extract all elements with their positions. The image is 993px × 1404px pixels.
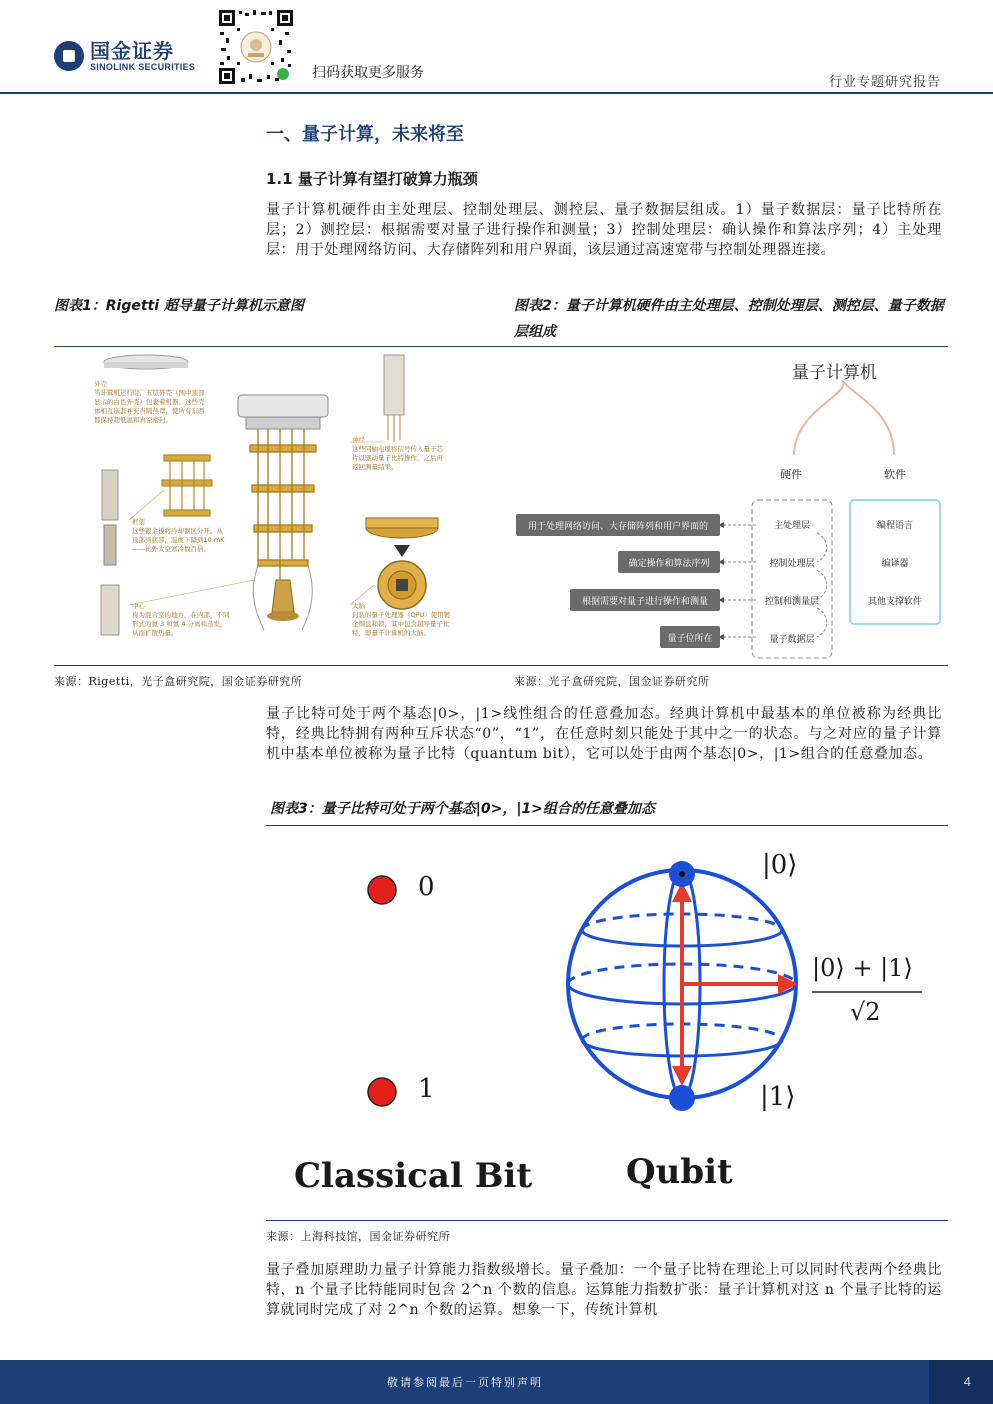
footer-disclaimer: 敬请参阅最后一页特别声明 — [387, 1376, 543, 1389]
annotation-shell-title: 外壳 — [94, 380, 107, 388]
footer-page-box — [929, 1360, 993, 1404]
figure1-source: 来源：Rigetti，光子盒研究院，国金证券研究所 — [54, 675, 303, 688]
report-type: 行业专题研究报告 — [828, 75, 941, 90]
figure3-bottom-rule — [266, 1220, 948, 1221]
figure-bottom-rule — [54, 665, 948, 666]
function-box-measure: 根据需要对量子进行操作和测量 — [570, 589, 720, 611]
software-compiler: 编译器 — [881, 559, 909, 569]
layer-main-processing: 主处理层 — [773, 521, 810, 531]
logo-en-text: SINOLINK SECURITIES — [90, 62, 196, 72]
superposition-denominator: √2 — [850, 998, 881, 1026]
annotation-wire-text: 这些同轴电缆将信号传入量子芯片以驱动量子比特操作，之后再返回测量结果。 — [352, 445, 443, 471]
function-box-control: 确定操作和算法序列 — [618, 551, 720, 573]
ket-zero-label: |0⟩ — [762, 850, 798, 880]
logo-mark-icon — [54, 41, 84, 71]
software-label: 软件 — [884, 468, 906, 481]
layer-quantum-data: 量子数据层 — [769, 635, 815, 645]
figure1-label: 图表1：Rigetti 超导量子计算机示意图 — [54, 298, 304, 314]
annotation-frame-title: 框架 — [132, 518, 145, 526]
annotation-frame — [132, 518, 228, 554]
page-number: 4 — [963, 1374, 971, 1389]
annotation-center-title: 中心 — [132, 602, 145, 610]
bit-one-dot — [368, 1078, 396, 1106]
header-divider — [0, 92, 993, 94]
ket-one-label: |1⟩ — [760, 1082, 796, 1112]
software-programming-language: 编程语言 — [876, 521, 913, 531]
bit-zero-label: 0 — [418, 872, 435, 902]
logo-cn-text: 国金证券 — [90, 39, 174, 63]
figure3-qubit-diagram — [266, 830, 946, 1216]
software-other: 其他支撑软件 — [867, 597, 922, 607]
hardware-tree-lines — [512, 350, 948, 662]
figure3-label: 图表3：量子比特可处于两个基态|0>，|1>组合的任意叠加态 — [270, 801, 655, 817]
annotation-brain — [352, 602, 452, 638]
figure-top-rule — [54, 346, 948, 347]
layer-control-processing: 控制处理层 — [769, 559, 815, 569]
bit-one-label: 1 — [418, 1074, 435, 1104]
annotation-shell — [94, 380, 206, 425]
figure2-source: 来源：光子盒研究院，国金证券研究所 — [514, 675, 710, 688]
paragraph-superposition: 量子叠加原理助力量子计算能力指数级增长。量子叠加：一个量子比特在理论上可以同时代表两个经典比特，n 个量子比特能同时包含 2^n 个数的信息。运算能力指数扩张：量子计算机对这 n 个量子比特的运算就同时完成了对 2^n 个数的运算。想象一下，传统计算机 — [266, 1262, 942, 1318]
layer-control-measurement: 控制和测量层 — [764, 597, 819, 607]
annotation-center — [132, 602, 232, 638]
function-box-main: 用于处理网络访问、大存储阵列和用户界面的 — [516, 514, 720, 536]
figure2-label: 图表2：量子计算机硬件由主处理层、控制处理层、测控层、量子数据层组成 — [514, 298, 944, 340]
paragraph-qubit: 量子比特可处于两个基态|0>，|1>线性组合的任意叠加态。经典计算机中最基本的单位被称为经典比特，经典比特拥有两种互斥状态“0”，“1”，在任意时刻只能处于其中之一的状态。与之对应的量子计算机中基本单位被称为量子比特（quantum bit），它可以处于由两个基态|0>，|1>组合的任意叠加态。 — [266, 706, 942, 762]
annotation-center-text: 称为混合室的地方，在内部，不同形式的氦 3 和氦 4 分离和蒸发，从而扩散热量。 — [132, 611, 230, 637]
figure1-illustration — [54, 350, 498, 662]
qr-caption: 扫码获取更多服务 — [312, 65, 424, 81]
qr-code-icon[interactable] — [217, 8, 295, 86]
bit-zero-dot — [368, 876, 396, 904]
annotation-wire — [352, 436, 448, 472]
figure3-source: 来源：上海科技馆，国金证券研究所 — [266, 1230, 450, 1243]
company-logo — [54, 40, 195, 72]
figure3-top-rule — [266, 825, 948, 826]
annotation-brain-text: 封装的量子处理器（QPU）使用镀金铜盘和锁，其中包含超导量子比特，即量子计算机的大脑。 — [352, 611, 451, 637]
diagram-title: 量子计算机 — [792, 363, 877, 383]
annotation-frame-text: 这些镀金板将冷却器区分开。从顶部到底部，温度下降到10 mK——比外太空寒冷数百倍。 — [132, 527, 225, 553]
paragraph-hardware: 量子计算机硬件由主处理层、控制处理层、测控层、量子数据层组成。1）量子数据层：量子比特所在层；2）测控层：根据需要对量子进行操作和测量；3）控制处理层：确认操作和算法序列；4）主处理层：用于处理网络访问、大存储阵列和用户界面，该层通过高速宽带与控制处理器连接。 — [266, 202, 942, 258]
classical-bit-label: Classical Bit — [294, 1156, 533, 1196]
sub-title: 1.1 量子计算有望打破算力瓶颈 — [266, 170, 478, 188]
figure2-diagram — [512, 350, 948, 662]
qubit-label: Qubit — [626, 1152, 733, 1192]
function-box-qubit: 量子位所在 — [660, 626, 720, 648]
superposition-numerator: |0⟩ + |1⟩ — [812, 954, 913, 982]
hardware-label: 硬件 — [780, 468, 802, 481]
section-title: 一、量子计算，未来将至 — [266, 124, 464, 145]
annotation-brain-title: 大脑 — [352, 602, 365, 610]
annotation-shell-text: 当计算机运行时，五层外壳（图中顶部显示的白色外壳）包裹着机器。这些壳体相互嵌套并充当隔热罩，使所有东西都保持超低温和真空密封。 — [94, 389, 205, 424]
annotation-wire-title: 神经 — [352, 436, 365, 444]
